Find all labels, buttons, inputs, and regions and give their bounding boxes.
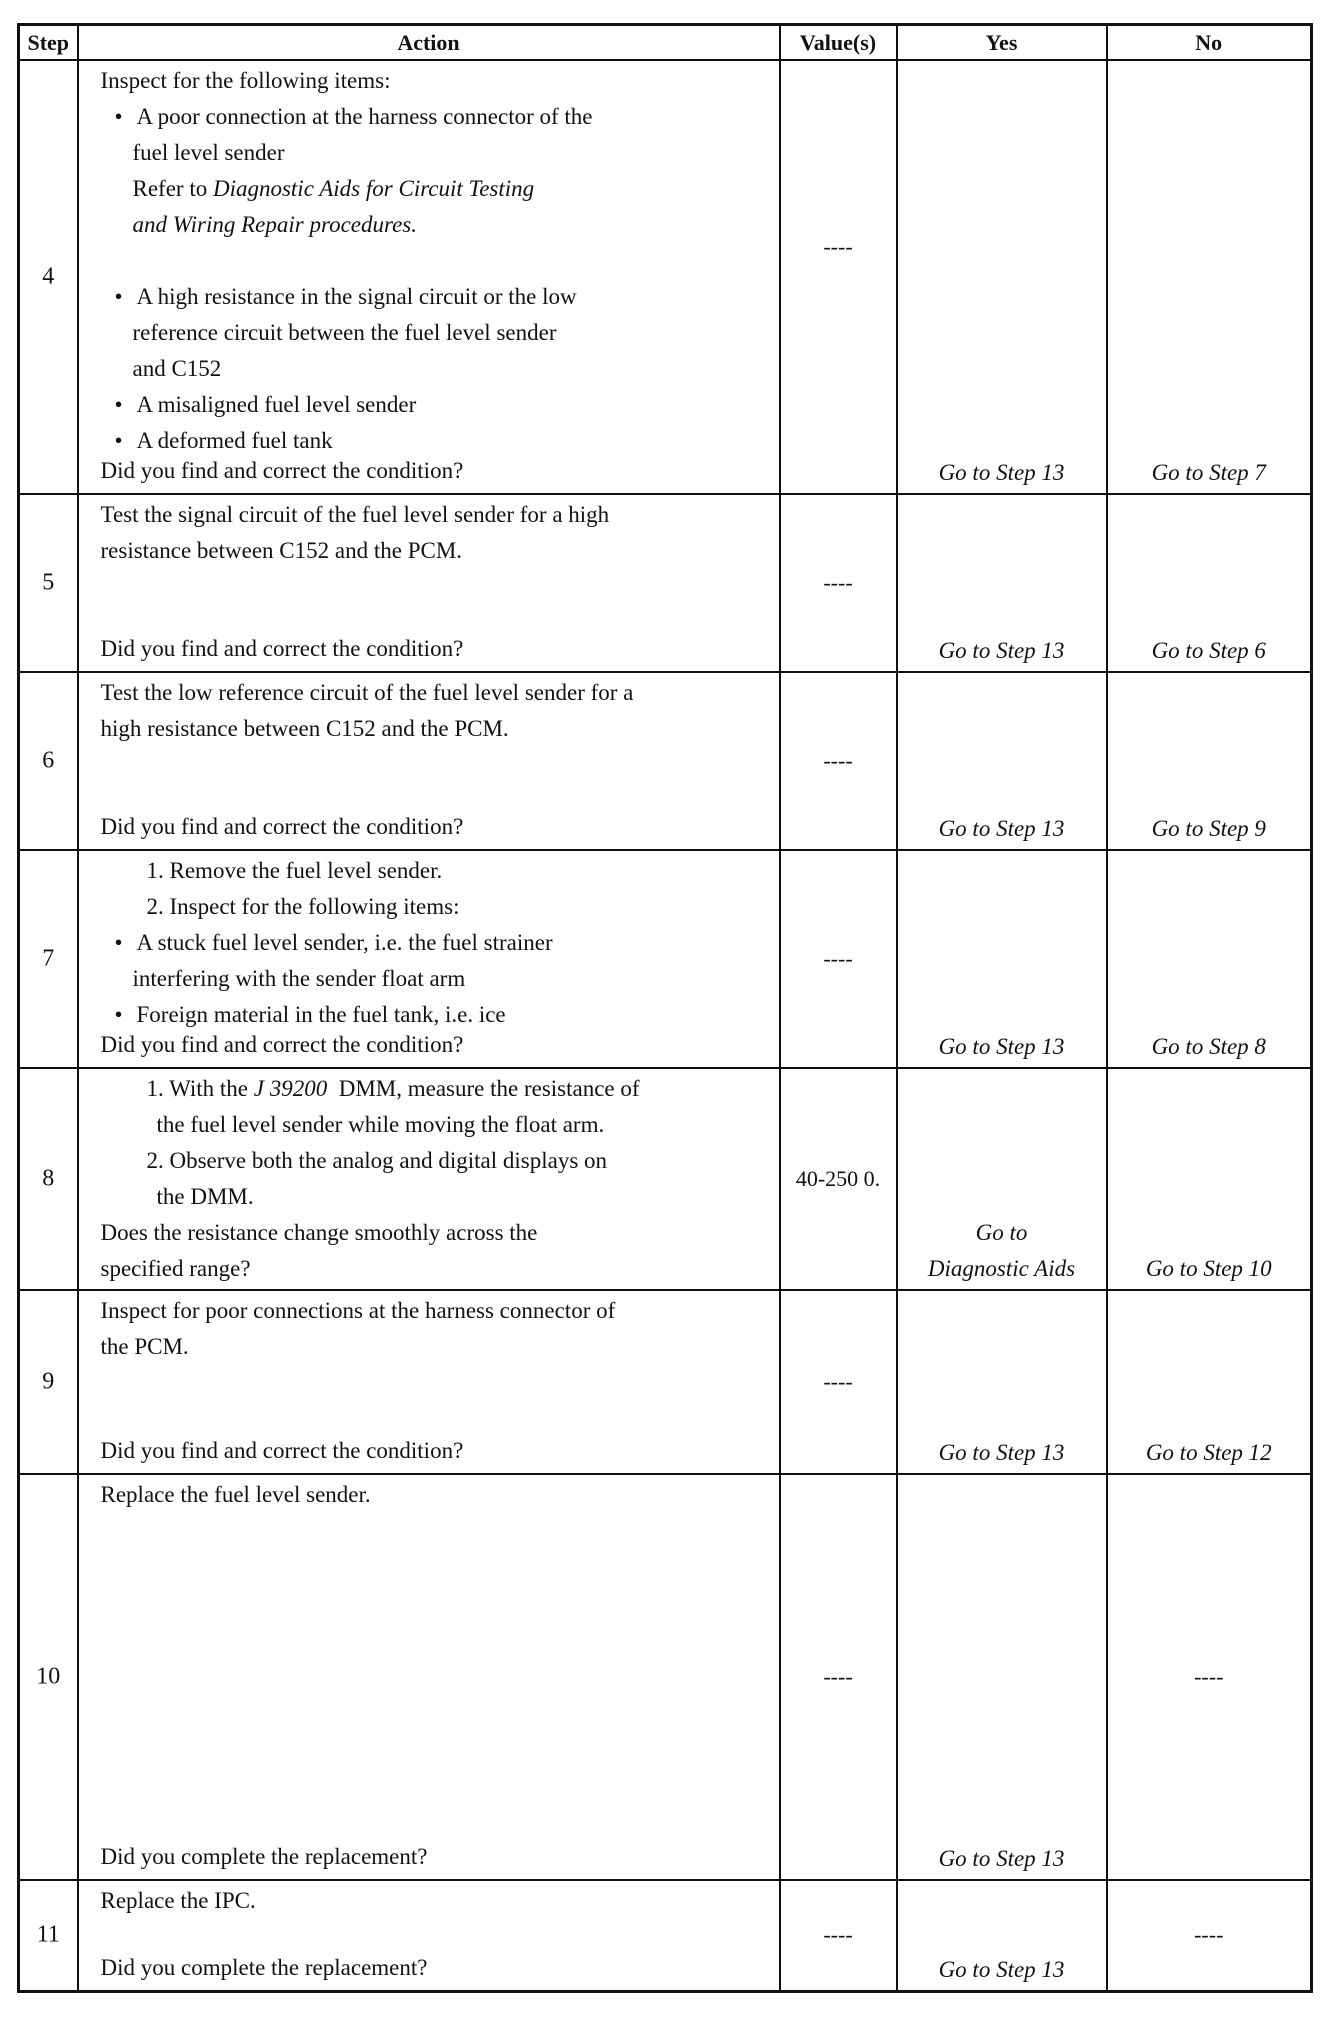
action-cell bbox=[78, 1068, 780, 1290]
action-text: the DMM. bbox=[156, 1184, 254, 1209]
no-cell bbox=[1107, 850, 1312, 1068]
yes-cell bbox=[897, 60, 1107, 494]
bullet-item: • A misaligned fuel level sender bbox=[114, 392, 417, 417]
table-row-step-11 bbox=[19, 1880, 1312, 1991]
step-number: 5 bbox=[42, 569, 55, 596]
no-action-link[interactable]: Go to Step 12 bbox=[1145, 1440, 1272, 1465]
question-text: Did you find and correct the condition? bbox=[100, 1032, 464, 1057]
no-cell bbox=[1107, 672, 1312, 850]
action-text: 1. With the J 39200 DMM, measure the resistance of bbox=[146, 1076, 640, 1101]
yes-cell bbox=[897, 1290, 1107, 1474]
no-action-link[interactable]: Go to Step 7 bbox=[1151, 460, 1266, 485]
reference-text: Refer to Diagnostic Aids for Circuit Testing bbox=[132, 176, 535, 201]
question-text: Did you find and correct the condition? bbox=[100, 814, 464, 839]
action-cell bbox=[78, 1474, 780, 1880]
step-number: 11 bbox=[36, 1921, 60, 1948]
no-cell bbox=[1107, 494, 1312, 672]
action-text: fuel level sender bbox=[132, 140, 285, 165]
question-text: Did you find and correct the condition? bbox=[100, 636, 464, 661]
no-action-link[interactable]: Go to Step 8 bbox=[1151, 1034, 1266, 1059]
action-text: 1. Remove the fuel level sender. bbox=[146, 858, 443, 883]
table-row-step-6 bbox=[19, 672, 1312, 850]
yes-action-link[interactable]: Go to Step 13 bbox=[938, 638, 1065, 663]
value-cell bbox=[780, 1880, 897, 1991]
diagnostic-table bbox=[17, 23, 1313, 1993]
action-text: reference circuit between the fuel level sender bbox=[132, 320, 557, 345]
action-text: high resistance between C152 and the PCM. bbox=[100, 716, 509, 741]
step-number: 6 bbox=[42, 747, 55, 774]
value-text: ---- bbox=[823, 1664, 853, 1689]
value-cell bbox=[780, 672, 897, 850]
yes-cell bbox=[897, 494, 1107, 672]
yes-action-link[interactable]: Go to Step 13 bbox=[938, 1846, 1065, 1871]
action-cell bbox=[78, 850, 780, 1068]
no-action-text: ---- bbox=[1194, 1922, 1224, 1948]
question-text: Did you find and correct the condition? bbox=[100, 1438, 464, 1463]
step-cell bbox=[19, 850, 78, 1068]
question-text: Does the resistance change smoothly across the bbox=[100, 1220, 538, 1245]
action-text: Test the low reference circuit of the fuel level sender for a bbox=[100, 680, 634, 705]
no-cell bbox=[1107, 1290, 1312, 1474]
step-number: 4 bbox=[42, 263, 55, 290]
question-text: Did you complete the replacement? bbox=[100, 1844, 428, 1869]
value-text: 40-250 0. bbox=[795, 1166, 881, 1191]
table-row-step-5 bbox=[19, 494, 1312, 672]
header-values: Value(s) bbox=[780, 25, 897, 61]
no-cell bbox=[1107, 1474, 1312, 1880]
value-text: ---- bbox=[823, 946, 853, 971]
step-number: 9 bbox=[42, 1368, 55, 1395]
value-text: ---- bbox=[823, 570, 853, 595]
bullet-item: • Foreign material in the fuel tank, i.e. ice bbox=[114, 1002, 506, 1027]
step-cell bbox=[19, 672, 78, 850]
question-text: Did you complete the replacement? bbox=[100, 1955, 428, 1980]
step-cell bbox=[19, 60, 78, 494]
action-cell bbox=[78, 494, 780, 672]
action-cell bbox=[78, 1290, 780, 1474]
value-text: ---- bbox=[823, 1922, 853, 1948]
value-cell bbox=[780, 1068, 897, 1290]
header-no: No bbox=[1107, 25, 1312, 61]
table-row-step-10 bbox=[19, 1474, 1312, 1880]
action-cell bbox=[78, 60, 780, 494]
value-text: ---- bbox=[823, 233, 853, 259]
action-text: Replace the fuel level sender. bbox=[100, 1482, 371, 1507]
value-cell bbox=[780, 60, 897, 494]
yes-cell bbox=[897, 1474, 1107, 1880]
action-text: and C152 bbox=[132, 356, 222, 381]
step-cell bbox=[19, 1474, 78, 1880]
step-cell bbox=[19, 1068, 78, 1290]
no-action-link[interactable]: Go to Step 10 bbox=[1145, 1256, 1272, 1281]
action-text: 2. Inspect for the following items: bbox=[146, 894, 460, 919]
value-text: ---- bbox=[823, 1369, 853, 1394]
step-cell bbox=[19, 1880, 78, 1991]
yes-cell bbox=[897, 672, 1107, 850]
no-action-text: ---- bbox=[1194, 1664, 1224, 1689]
reference-text: and Wiring Repair procedures. bbox=[132, 212, 417, 237]
step-number: 10 bbox=[36, 1663, 61, 1690]
step-number: 7 bbox=[42, 945, 55, 972]
value-text: ---- bbox=[823, 748, 853, 773]
yes-action-link[interactable]: Go to Diagnostic Aids bbox=[927, 1220, 1076, 1281]
header-yes: Yes bbox=[897, 25, 1107, 61]
value-cell bbox=[780, 494, 897, 672]
table-row-step-9 bbox=[19, 1290, 1312, 1474]
action-text: interfering with the sender float arm bbox=[132, 966, 466, 991]
no-cell bbox=[1107, 1880, 1312, 1991]
action-text: the PCM. bbox=[100, 1334, 189, 1359]
action-text: Inspect for the following items: bbox=[100, 68, 391, 93]
no-cell bbox=[1107, 60, 1312, 494]
bullet-item: • A poor connection at the harness connector of the bbox=[114, 104, 593, 129]
value-cell bbox=[780, 850, 897, 1068]
yes-action-link[interactable]: Go to Step 13 bbox=[938, 1440, 1065, 1465]
bullet-item: • A stuck fuel level sender, i.e. the fuel strainer bbox=[114, 930, 553, 955]
table-row-step-4 bbox=[19, 60, 1312, 494]
question-text: specified range? bbox=[100, 1256, 251, 1281]
table-row-step-7 bbox=[19, 850, 1312, 1068]
action-text: Inspect for poor connections at the harness connector of bbox=[100, 1298, 616, 1323]
header-action: Action bbox=[78, 25, 780, 61]
value-cell bbox=[780, 1290, 897, 1474]
yes-cell bbox=[897, 850, 1107, 1068]
table-row-step-8 bbox=[19, 1068, 1312, 1290]
yes-cell bbox=[897, 1880, 1107, 1991]
step-number: 8 bbox=[42, 1165, 55, 1192]
question-text: Did you find and correct the condition? bbox=[100, 458, 464, 483]
yes-action-link[interactable]: Go to Step 13 bbox=[938, 460, 1065, 485]
header-step: Step bbox=[19, 25, 78, 61]
no-action-link[interactable]: Go to Step 9 bbox=[1151, 816, 1266, 841]
yes-action-link[interactable]: Go to Step 13 bbox=[938, 1034, 1065, 1059]
yes-action-link[interactable]: Go to Step 13 bbox=[938, 816, 1065, 841]
no-action-link[interactable]: Go to Step 6 bbox=[1151, 638, 1266, 663]
action-cell bbox=[78, 672, 780, 850]
step-cell bbox=[19, 1290, 78, 1474]
action-text: the fuel level sender while moving the float arm. bbox=[156, 1112, 605, 1137]
value-cell bbox=[780, 1474, 897, 1880]
bullet-item: • A high resistance in the signal circuit or the low bbox=[114, 284, 577, 309]
yes-action-link[interactable]: Go to Step 13 bbox=[938, 1956, 1065, 1982]
no-cell bbox=[1107, 1068, 1312, 1290]
action-text: Replace the IPC. bbox=[100, 1888, 256, 1913]
bullet-item: • A deformed fuel tank bbox=[114, 428, 333, 453]
action-cell bbox=[78, 1880, 780, 1991]
action-text: resistance between C152 and the PCM. bbox=[100, 538, 463, 563]
yes-cell bbox=[897, 1068, 1107, 1290]
header-row bbox=[19, 25, 1312, 61]
step-cell bbox=[19, 494, 78, 672]
action-text: Test the signal circuit of the fuel level sender for a high bbox=[100, 502, 610, 527]
action-text: 2. Observe both the analog and digital displays on bbox=[146, 1148, 608, 1173]
